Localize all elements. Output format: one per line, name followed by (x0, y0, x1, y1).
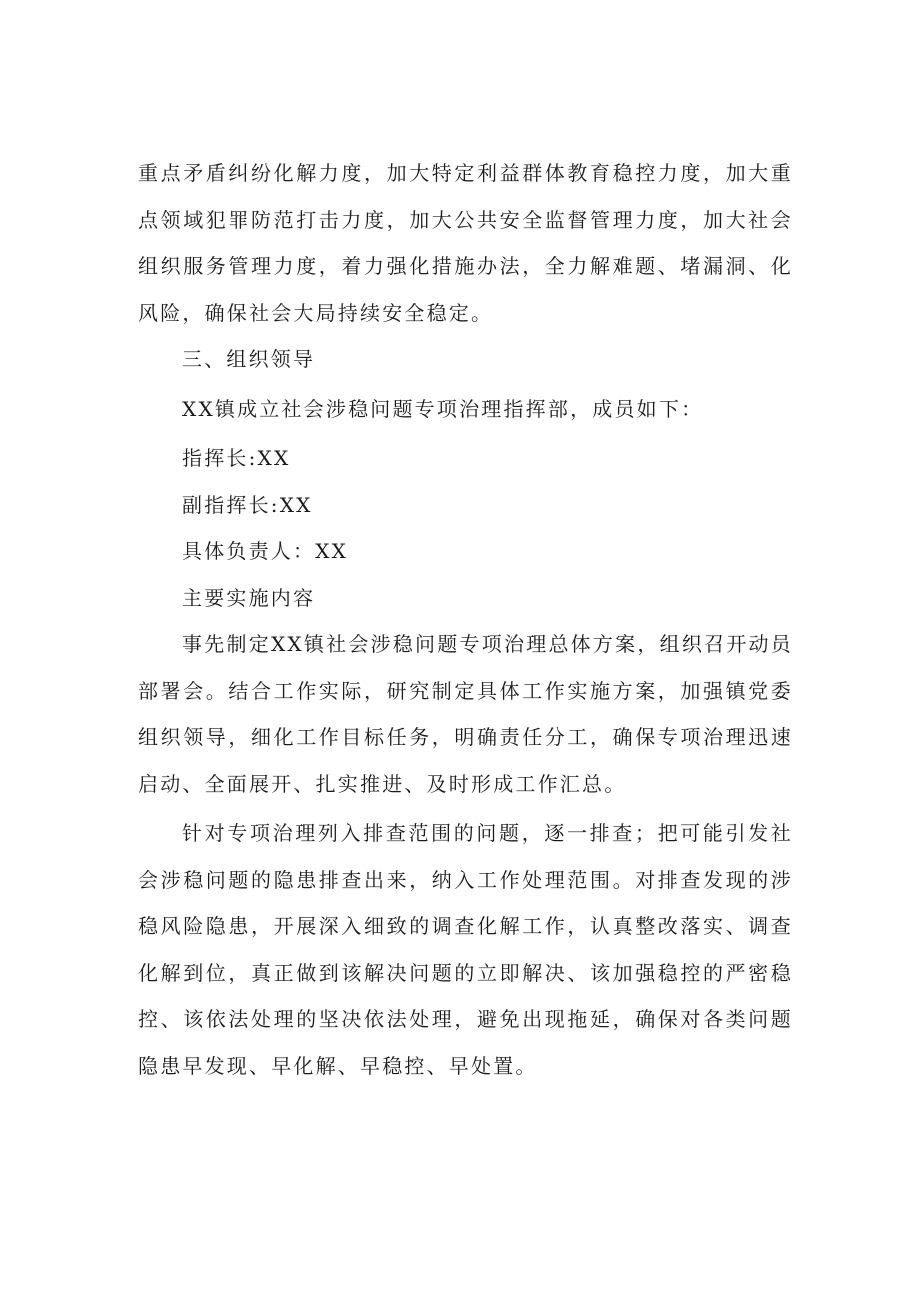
deputy-commander-line: 副指挥长:XX (182, 492, 313, 517)
subheading-main-content: 主要实施内容 (182, 585, 316, 610)
commander-line: 指挥长:XX (182, 446, 291, 470)
paragraph-investigation: 针对专项治理列入排查范围的问题，逐一排查；把可能引发社会涉稳问题的隐患排查出来，纳入工作处理范围。对排查发现的涉稳风险隐患，开展深入细致的调查化解工作，认真整改落实、调查化解到位，真正做到该解决问题的立即解决、该加强稳控的严密稳控、该依法处理的坚决依法处理，避免出现拖延，确保对各类问题隐患早发现、早化解、早稳控、早处置。 (138, 821, 793, 1078)
paragraph-continued: 重点矛盾纠纷化解力度，加大特定利益群体教育稳控力度，加大重点领域犯罪防范打击力度，加大公共安全监督管理力度，加大社会组织服务管理力度，着力强化措施办法，全力解难题、堵漏洞、化风险，确保社会大局持续安全稳定。 (138, 161, 793, 325)
document-body (138, 150, 793, 1089)
paragraph-headquarters: XX镇成立社会涉稳问题专项治理指挥部，成员如下： (182, 396, 704, 421)
section-heading-organization: 三、组织领导 (182, 347, 316, 371)
responsible-person-line: 具体负责人：XX (182, 539, 349, 563)
paragraph-plan: 事先制定XX镇社会涉稳问题专项治理总体方案，组织召开动员部署会。结合工作实际，研究制定具体工作实施方案，加强镇党委组织领导，细化工作目标任务，明确责任分工，确保专项治理迅速启动、全面展开、扎实推进、及时形成工作汇总。 (138, 632, 793, 796)
